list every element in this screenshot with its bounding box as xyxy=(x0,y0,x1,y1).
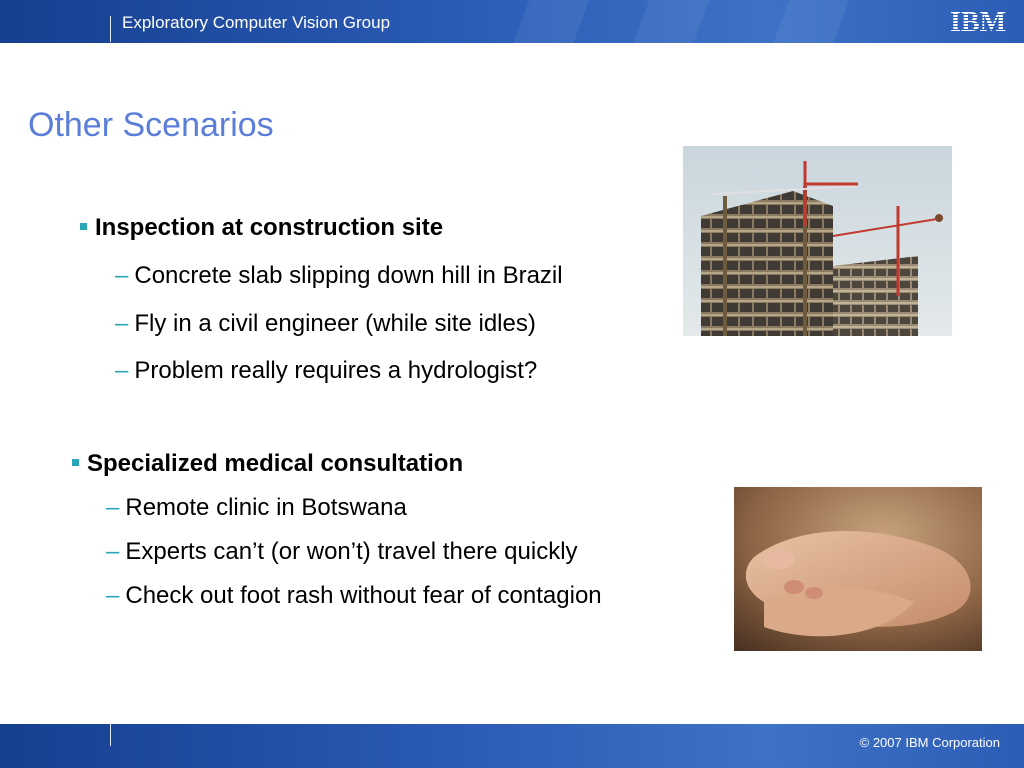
dash-bullet-icon: – xyxy=(106,494,120,521)
list-item-text: Problem really requires a hydrologist? xyxy=(134,357,538,384)
list-item-text: Fly in a civil engineer (while site idles) xyxy=(134,310,536,337)
footer-bar xyxy=(0,724,1024,768)
svg-text:IBM: IBM xyxy=(950,7,1006,36)
list-item xyxy=(115,310,536,338)
dash-bullet-icon: – xyxy=(106,582,120,609)
header-divider xyxy=(110,16,111,42)
section-heading-construction xyxy=(80,214,443,242)
square-bullet-icon xyxy=(72,459,79,466)
dash-bullet-icon: – xyxy=(106,538,120,565)
list-item xyxy=(106,582,602,610)
slide-title: Other Scenarios xyxy=(28,106,274,144)
header-decoration xyxy=(624,0,717,43)
list-item-text: Check out foot rash without fear of contagion xyxy=(125,582,602,609)
header-decoration xyxy=(764,0,857,43)
foot-rash-photo xyxy=(734,487,982,651)
ibm-logo xyxy=(946,6,1010,36)
dash-bullet-icon: – xyxy=(115,310,129,337)
list-item xyxy=(115,357,537,385)
group-title: Exploratory Computer Vision Group xyxy=(122,13,391,32)
list-item-text: Remote clinic in Botswana xyxy=(125,494,407,521)
list-item-text: Experts can’t (or won’t) travel there quickly xyxy=(125,538,578,565)
list-item xyxy=(115,262,563,290)
section-heading-medical xyxy=(72,450,463,478)
header-bar xyxy=(0,0,1024,43)
list-item xyxy=(106,538,578,566)
square-bullet-icon xyxy=(80,223,87,230)
list-item-text: Concrete slab slipping down hill in Brazil xyxy=(134,262,563,289)
dash-bullet-icon: – xyxy=(115,262,129,289)
copyright-notice: © 2007 IBM Corporation xyxy=(859,735,1000,750)
header-decoration xyxy=(504,0,597,43)
footer-divider xyxy=(110,724,111,746)
list-item xyxy=(106,494,407,522)
construction-site-photo xyxy=(683,146,952,336)
section-heading-text: Inspection at construction site xyxy=(95,214,444,241)
section-heading-text: Specialized medical consultation xyxy=(87,450,464,477)
dash-bullet-icon: – xyxy=(115,357,129,384)
